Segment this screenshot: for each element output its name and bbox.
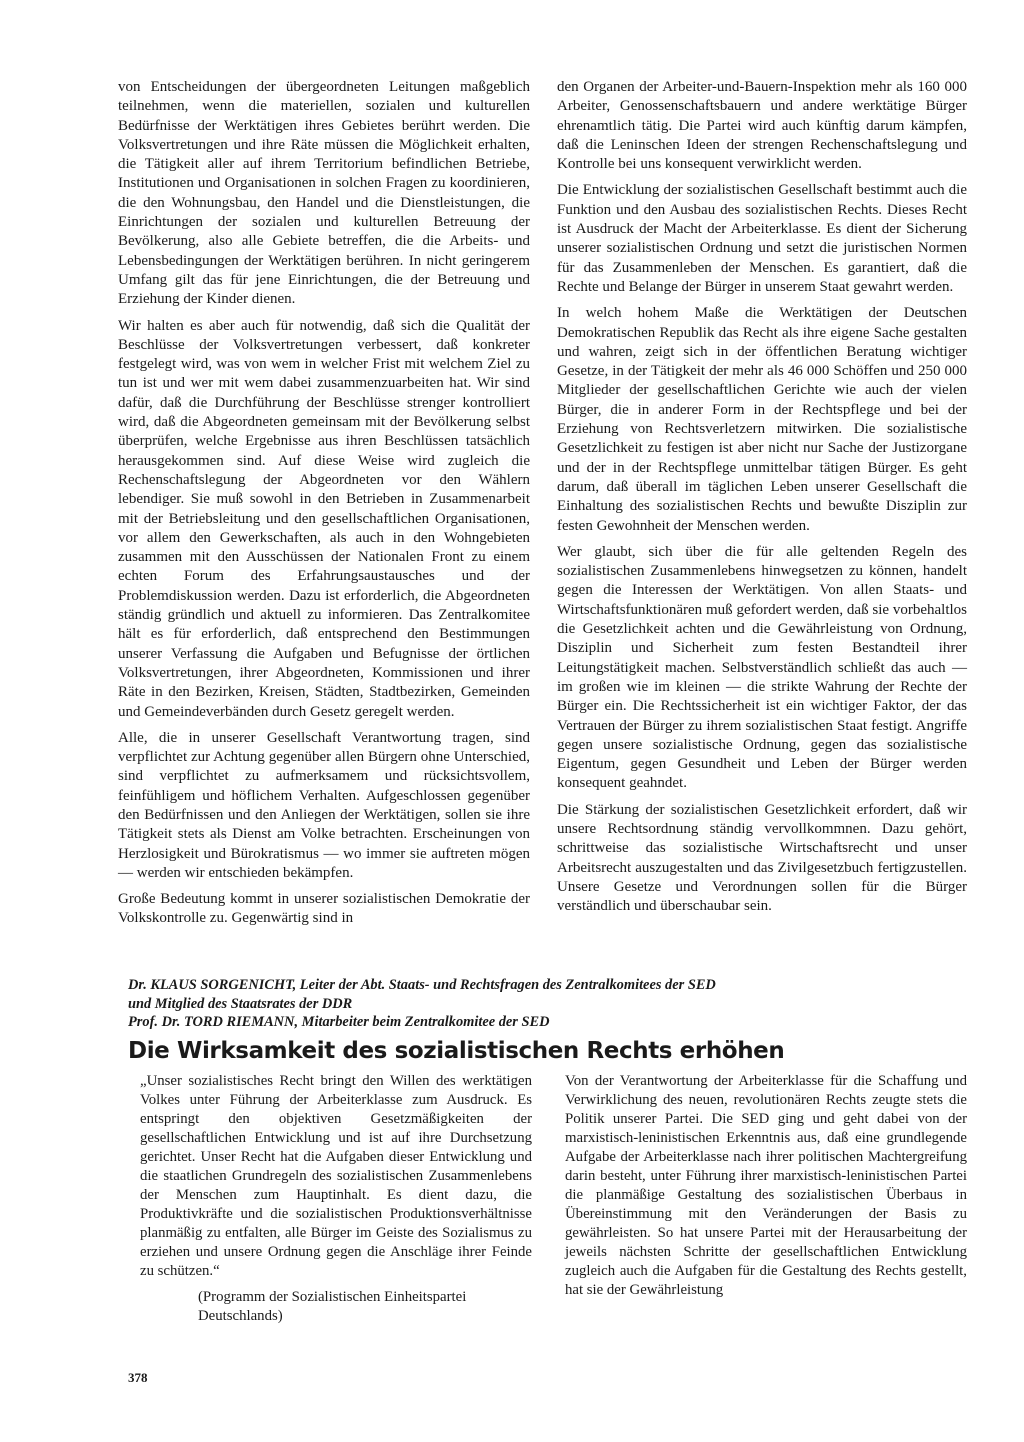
epigraph-quote (140, 1072, 532, 1326)
paragraph: Große Bedeutung kommt in unserer sozialistischen Demokratie der Volkskontrolle zu. Gegenwärtig sind in (118, 891, 530, 927)
quote-text: „Unser sozialistisches Recht bringt den Willen des werktätigen Volkes unter Führung der Arbeiterklasse zum Ausdruck. Es entspringt den objektiven Gesetzmäßigkeiten der gesellschaftlichen Entwicklung und ist auf ihre Durchsetzung gerichtet. Unser Recht hat die Aufgaben dieser Entwicklung und die staatlichen Grundregeln des sozialistischen Zusammenlebens der Menschen zum Hauptinhalt. Es dient dazu, die Produktivkräfte und die sozialistischen Produktionsverhältnisse planmäßig zu entfalten, alle Bürger im Geiste des Sozialismus zu erziehen und unsere Ordnung gegen die Anschläge ihrer Feinde zu schützen.“ (140, 1073, 532, 1279)
paragraph: In welch hohem Maße die Werktätigen der Deutschen Demokratischen Republik das Recht als ihre eigene Sache gestalten und wahren, zeigt sich in der öffentlichen Beratung wichtiger Gesetze, in der Tätigkeit der mehr als 46 000 Schöffen und 250 000 Mitglieder der gesellschaftlichen Gerichte wie auch der vielen Bürger, die in anderer Form in der Rechtspflege und bei der Erziehung von Rechtsverletzern mitwirken. Die sozialistische Gesetzlichkeit zu festigen ist aber nicht nur Sache der Justizorgane und der in der Rechtspflege unmittelbar tätigen Bürger. Es geht darum, daß überall im täglichen Leben unserer Gesellschaft die Einhaltung des sozialistischen Rechts und bewußte Disziplin zur festen Gewohnheit der Menschen werden. (557, 305, 967, 534)
article-column-right-lower (565, 1072, 967, 1307)
byline-line: und Mitglied des Staatsrates der DDR (128, 995, 353, 1012)
byline-line: Dr. KLAUS SORGENICHT, Leiter der Abt. Staats- und Rechtsfragen des Zentralkomitees der SED (128, 977, 716, 993)
paragraph: Die Stärkung der sozialistischen Gesetzlichkeit erfordert, daß wir unsere Rechtsordnung ständig vervollkommnen. Dazu gehört, schrittweise das sozialistische Wirtschaftsrecht und unser Arbeitsrecht auszugestalten und das Zivilgesetzbuch fertigzustellen. Unsere Gesetze und Verordnungen sollen für die Bürger verständlich und überschaubar sein. (557, 801, 967, 915)
article-column-right (557, 78, 967, 923)
author-byline (128, 976, 908, 1032)
paragraph: Wer glaubt, sich über die für alle geltenden Regeln des sozialistischen Zusammenlebens hinwegsetzen zu können, handelt gegen die Interessen der Werktätigen. Von allen Staats- und Wirtschaftsfunktionären muß gefordert werden, daß sie vorbehaltlos die Gesetzlichkeit achten und die Gewährleistung von Ordnung, Disziplin und Sicherheit zum festen Bestandteil ihrer Leitungstätigkeit machen. Selbstverständlich schließt das auch — im großen wie im kleinen — die strikte Wahrung der Rechte der Bürger ein. Die Rechtssicherheit ist ein wichtiger Faktor, der das Vertrauen der Bürger zu ihrem sozialistischen Staat festigt. Angriffe gegen unsere sozialistische Ordnung, gegen das sozialistische Eigentum, gegen Gesundheit und Leben der Bürger werden konsequent geahndet. (557, 543, 967, 792)
paragraph: Alle, die in unserer Gesellschaft Verantwortung tragen, sind verpflichtet zur Achtung gegenüber allen Bürgern ohne Unterschied, sind verpflichtet zu aufmerksamem und rücksichtsvollem, feinfühligem und höflichem Verhalten. Aufgeschlossen gegenüber den Bedürfnissen und den Anliegen der Werktätigen, sollen sie ihre Tätigkeit stets als Dienst am Volke betrachten. Erscheinungen von Herzlosigkeit und Bürokratismus — wo immer sie auftreten mögen — werden wir entschieden bekämpfen. (118, 729, 530, 881)
page-number: 378 (128, 1370, 148, 1385)
paragraph: Wir halten es aber auch für notwendig, daß sich die Qualität der Beschlüsse der Volksvertretungen verbessert, daß konkreter festgelegt wird, was von wem in welcher Frist mit welchem Ziel zu tun ist und wer mit wem dabei zusammenzuarbeiten hat. Wir sind dafür, daß die Durchführung der Beschlüsse strenger kontrolliert wird, daß die Abgeordneten gemeinsam mit der Bevölkerung selbst überprüfen, welche Ergebnisse aus ihren Beschlüssen tatsächlich herausgekommen sind. Auf diese Weise wird zugleich die Rechenschaftslegung der Abgeordneten vor den Wählern lebendiger. Sie muß sowohl in den Betrieben in Zusammenarbeit mit der Betriebsleitung und den gesellschaftlichen Organisationen, vor allem den Gewerkschaften, als auch in den Wohngebieten zusammen mit den Ausschüssen der Nationalen Front zu einem echten Forum des Erfahrungsaustausches und der Problemdiskussion werden. Dazu ist erforderlich, die Abgeordneten ständig gründlich und aktuell zu informieren. Das Zentralkomitee hält es für erforderlich, daß entsprechend den Bestimmungen unserer Verfassung die Aufgaben und Befugnisse der örtlichen Volksvertretungen, ihrer Abgeordneten, Kommissionen und ihrer Räte in den Bezirken, Kreisen, Städten, Stadtbezirken, Gemeinden und Gemeindeverbänden durch Gesetz geregelt werden. (118, 317, 530, 720)
quote-source: (Programm der Sozialistischen Einheitspartei Deutschlands) (198, 1289, 467, 1324)
paragraph: Von der Verantwortung der Arbeiterklasse für die Schaffung und Verwirklichung des neuen, revolutionären Rechts zeugte stets die Politik unserer Partei. Die SED ging und geht dabei von der marxistisch-leninistischen Erkenntnis aus, daß eine grundlegende Aufgabe der Arbeiterklasse nach ihrer politischen Machtergreifung darin besteht, unter Führung ihrer marxistisch-leninistischen Partei die planmäßige Gestaltung des sozialistischen Überbaus in Übereinstimmung mit den Veränderungen der Basis zu gewährleisten. So hat unsere Partei mit der Herausarbeitung der jeweils nächsten Schritte der gesellschaftlichen Entwicklung zugleich auch die Aufgaben für die Gestaltung des Rechts gestellt, hat sie der Gewährleistung (565, 1073, 967, 1298)
byline-line: Prof. Dr. TORD RIEMANN, Mitarbeiter beim Zentralkomitee der SED (128, 1014, 550, 1030)
paragraph: Die Entwicklung der sozialistischen Gesellschaft bestimmt auch die Funktion und den Ausbau des sozialistischen Rechts. Dieses Recht ist Ausdruck der Macht der Arbeiterklasse. Es dient der Sicherung unserer sozialistischen Ordnung und setzt die juristischen Normen für das Zusammenleben der Menschen. Es garantiert, daß die Rechte und Belange der Bürger in unserem Staat gewahrt werden. (557, 182, 967, 295)
paragraph: von Entscheidungen der übergeordneten Leitungen maßgeblich teilnehmen, wenn die materiellen, sozialen und kulturellen Bedürfnisse der Werktätigen ihres Gebietes berührt werden. Die Volksvertretungen und ihre Räte müssen die Möglichkeit erhalten, die Tätigkeit aller auf ihrem Territorium befindlichen Betriebe, Institutionen und Organisationen in solchen Fragen zu koordinieren, die den Wohnungsbau, den Handel und die Dienstleistungen, die Einrichtungen der sozialen und kulturellen Betreuung der Bevölkerung, also alle Gebiete betreffen, die die Arbeits- und Lebensbedingungen der Werktätigen berühren. In nicht geringerem Umfang gilt das für jene Einrichtungen, die der Betreuung und Erziehung der Kinder dienen. (118, 79, 530, 308)
paragraph: den Organen der Arbeiter-und-Bauern-Inspektion mehr als 160 000 Arbeiter, Genossenschaftsbauern und andere werktätige Bürger ehrenamtlich tätig. Die Partei wird auch künftig darum kämpfen, daß die Leninschen Ideen der strengen Rechenschaftslegung und Kontrolle bei uns konsequent verwirklicht werden. (557, 79, 967, 173)
article-column-left (118, 78, 530, 936)
article-headline: Die Wirksamkeit des sozialistischen Rechts erhöhen (128, 1038, 785, 1064)
